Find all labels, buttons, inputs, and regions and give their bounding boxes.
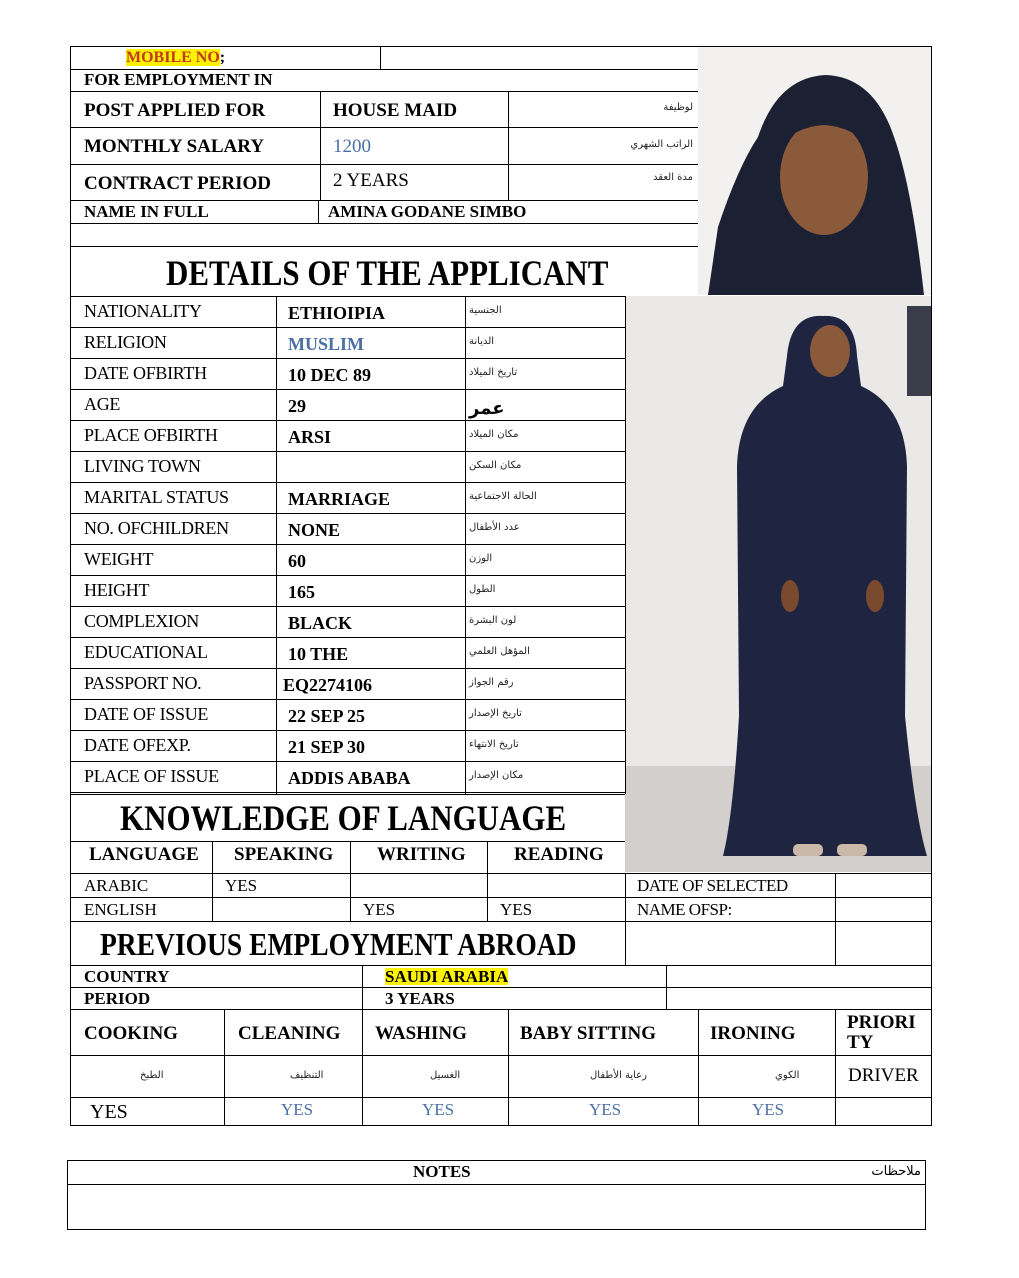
detail-arabic: رقم الجواز [469, 677, 514, 688]
detail-label: DATE OFBIRTH [84, 363, 207, 383]
row-divider [70, 358, 625, 359]
detail-arabic: الوزن [469, 553, 493, 564]
name-label: NAME IN FULL [84, 202, 209, 221]
detail-label: PLACE OFBIRTH [84, 425, 218, 445]
country-value: SAUDI ARABIA [385, 967, 509, 986]
detail-label: AGE [84, 394, 121, 414]
detail-arabic: المؤهل العلمي [469, 646, 530, 657]
lang-header-reading: READING [514, 844, 604, 865]
detail-arabic: تاريخ الميلاد [469, 367, 518, 378]
applicant-full-body-photo [625, 296, 931, 872]
details-column-divider [625, 296, 626, 794]
detail-arabic: مكان الميلاد [469, 429, 519, 440]
skill-header-cooking: COOKING [84, 1023, 178, 1044]
row-divider [70, 575, 625, 576]
period-value: 3 YEARS [385, 989, 455, 1008]
headshot-image [698, 47, 931, 295]
row-divider [70, 637, 625, 638]
detail-label: NO. OFCHILDREN [84, 518, 229, 538]
language-title: KNOWLEDGE OF LANGUAGE [120, 798, 567, 838]
detail-label: WEIGHT [84, 549, 154, 569]
post-arabic: لوظيفة [663, 102, 693, 113]
notes-box [67, 1160, 926, 1230]
detail-label: PASSPORT NO. [84, 673, 202, 693]
detail-label: LIVING TOWN [84, 456, 201, 476]
details-column-divider [276, 296, 277, 794]
post-label: POST APPLIED FOR [84, 100, 266, 121]
detail-value: 21 SEP 30 [288, 737, 366, 757]
detail-arabic: تاريخ الانتهاء [469, 739, 519, 750]
priority-value: DRIVER [848, 1065, 919, 1086]
detail-label: DATE OFEXP. [84, 735, 191, 755]
detail-label: NATIONALITY [84, 301, 202, 321]
skill-value-washing: YES [422, 1100, 455, 1119]
row-divider [70, 668, 625, 669]
skill-header-washing: WASHING [375, 1023, 467, 1044]
skill-header-priority: PRIORI TY [847, 1012, 916, 1053]
notes-arabic: ملاحظات [871, 1164, 921, 1179]
employment-label: FOR EMPLOYMENT IN [84, 70, 273, 89]
previous-title: PREVIOUS EMPLOYMENT ABROAD [100, 926, 577, 962]
lang-row-writing: YES [363, 900, 396, 919]
detail-arabic: الجنسية [469, 305, 502, 316]
detail-arabic: الطول [469, 584, 496, 595]
detail-arabic: الديانة [469, 336, 495, 347]
detail-value: 10 THE [288, 644, 349, 664]
salary-arabic: الراتب الشهري [630, 139, 693, 150]
detail-value: MUSLIM [288, 334, 364, 354]
skill-arabic-washing: الغسيل [430, 1070, 461, 1081]
skill-value-baby-sitting: YES [589, 1100, 622, 1119]
row-divider [70, 451, 625, 452]
detail-arabic: عمر [469, 398, 505, 419]
row-divider [70, 482, 625, 483]
contract-arabic: مدة العقد [653, 172, 693, 183]
detail-arabic: مكان الإصدار [469, 770, 524, 781]
skill-header-ironing: IRONING [710, 1023, 796, 1044]
detail-arabic: تاريخ الإصدار [469, 708, 522, 719]
detail-value: ADDIS ABABA [288, 768, 411, 788]
row-divider [70, 389, 625, 390]
detail-arabic: مكان السكن [469, 460, 522, 471]
detail-value: NONE [288, 520, 341, 540]
detail-value: 60 [288, 551, 306, 571]
lang-row-reading: YES [500, 900, 533, 919]
lang-row-language: ENGLISH [84, 900, 157, 919]
detail-label: RELIGION [84, 332, 167, 352]
contract-value: 2 YEARS [333, 170, 409, 191]
detail-label: MARITAL STATUS [84, 487, 229, 507]
row-divider [70, 699, 625, 700]
skill-header-baby-sitting: BABY SITTING [520, 1023, 657, 1044]
lang-header-writing: WRITING [377, 844, 466, 865]
detail-value: ARSI [288, 427, 332, 447]
row-divider [70, 513, 625, 514]
details-column-divider [465, 296, 466, 794]
applicant-headshot-photo [698, 47, 931, 295]
detail-value: 165 [288, 582, 315, 602]
lang-row-language: ARABIC [84, 876, 149, 895]
detail-arabic: لون البشرة [469, 615, 517, 626]
detail-value: MARRIAGE [288, 489, 390, 509]
country-label: COUNTRY [84, 967, 170, 986]
detail-value: EQ2274106 [283, 675, 373, 695]
notes-label: NOTES [413, 1162, 471, 1181]
lang-header-speaking: SPEAKING [234, 844, 334, 865]
row-divider [70, 761, 625, 762]
skill-header-cleaning: CLEANING [238, 1023, 341, 1044]
row-divider [70, 544, 625, 545]
date-selected-label: DATE OF SELECTED [637, 876, 788, 895]
salary-label: MONTHLY SALARY [84, 136, 265, 157]
details-title: DETAILS OF THE APPLICANT [166, 253, 609, 293]
skill-value-ironing: YES [752, 1100, 785, 1119]
detail-label: EDUCATIONAL [84, 642, 208, 662]
name-sp-label: NAME OFSP: [637, 900, 732, 919]
name-value: AMINA GODANE SIMBO [328, 202, 527, 221]
detail-arabic: عدد الأطفال [469, 522, 520, 533]
detail-value: 10 DEC 89 [288, 365, 372, 385]
row-divider [70, 327, 625, 328]
detail-value: BLACK [288, 613, 353, 633]
full-body-image [625, 296, 931, 872]
salary-value: 1200 [333, 136, 371, 157]
post-value: HOUSE MAID [333, 100, 458, 121]
detail-value: 22 SEP 25 [288, 706, 366, 726]
skill-value-cleaning: YES [281, 1100, 314, 1119]
skill-arabic-cooking: الطبخ [140, 1070, 164, 1081]
detail-value: ETHIOIPIA [288, 303, 386, 323]
detail-label: DATE OF ISSUE [84, 704, 209, 724]
lang-row-speaking: YES [225, 876, 258, 895]
detail-value: 29 [288, 396, 306, 416]
row-divider [70, 730, 625, 731]
row-divider [70, 420, 625, 421]
skill-value-cooking: YES [90, 1101, 128, 1123]
row-divider [70, 606, 625, 607]
mobile-label: MOBILE NO; [126, 49, 226, 66]
detail-label: COMPLEXION [84, 611, 200, 631]
detail-label: HEIGHT [84, 580, 150, 600]
skill-arabic-baby-sitting: رعاية الأطفال [590, 1070, 647, 1081]
contract-label: CONTRACT PERIOD [84, 173, 272, 194]
detail-arabic: الحالة الاجتماعية [469, 491, 537, 502]
row-divider [70, 792, 625, 793]
skill-arabic-cleaning: التنظيف [290, 1070, 324, 1081]
lang-header-language: LANGUAGE [89, 844, 199, 865]
detail-label: PLACE OF ISSUE [84, 766, 219, 786]
skill-arabic-ironing: الكوي [775, 1070, 800, 1081]
period-label: PERIOD [84, 989, 151, 1008]
